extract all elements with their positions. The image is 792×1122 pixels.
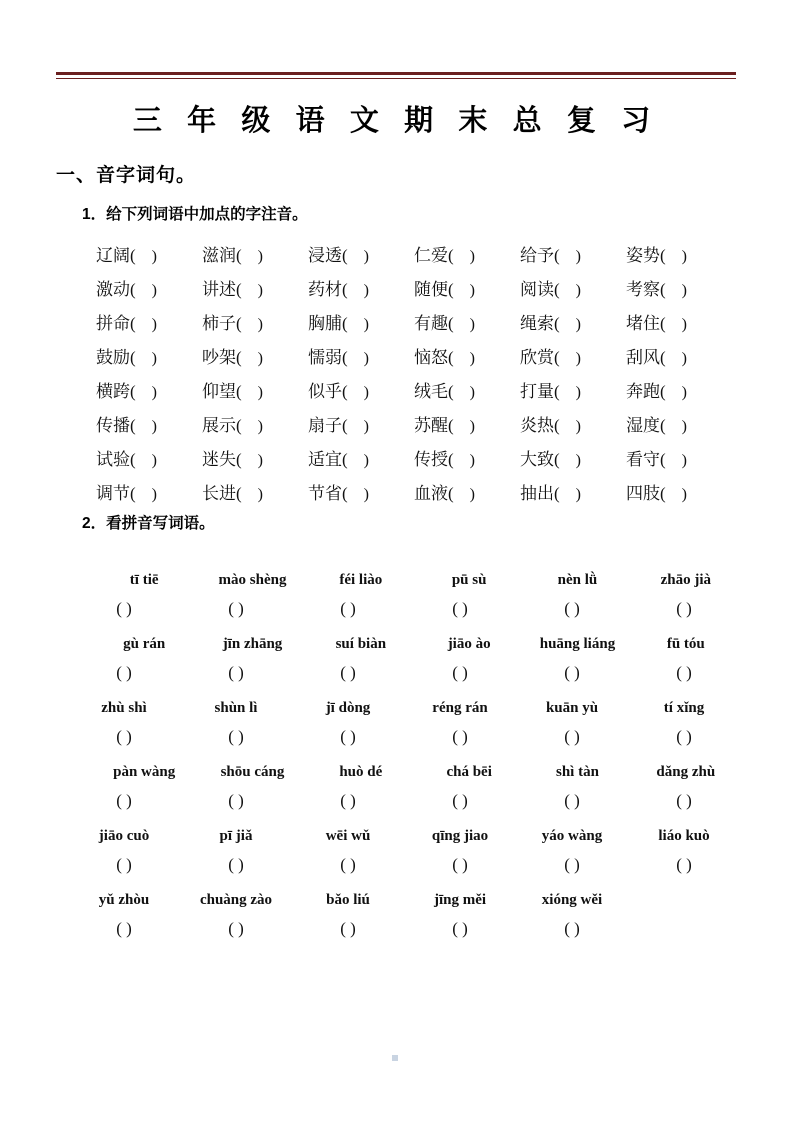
word-text: 绒毛( [414, 381, 454, 401]
answer-blank[interactable]: ( ) [340, 919, 356, 938]
pinyin-word: gù rán [123, 635, 166, 652]
answer-blank[interactable]: ) [347, 349, 373, 367]
word-item [96, 343, 202, 368]
answer-blank[interactable]: ) [559, 485, 585, 503]
word-注音-grid [96, 236, 736, 508]
word-text: 血液( [414, 483, 454, 503]
word-text: 仁爱( [414, 245, 454, 265]
word-text: 堵住( [626, 313, 666, 333]
word-item [414, 411, 520, 436]
answer-blank[interactable]: ) [241, 349, 267, 367]
word-text: 药材( [308, 279, 348, 299]
answer-blank[interactable]: ) [453, 315, 479, 333]
pinyin-word: huāng liáng [539, 635, 616, 652]
word-text: 迷失( [202, 449, 242, 469]
answer-blank[interactable]: ) [347, 485, 373, 503]
pinyin-word: nèn lǜ [557, 571, 598, 588]
word-text: 长进( [202, 483, 242, 503]
word-text: 似乎( [308, 381, 348, 401]
pinyin-block [68, 886, 740, 944]
answer-blank-line [68, 914, 740, 944]
word-item [626, 411, 732, 436]
word-item [520, 309, 626, 334]
answer-blank[interactable]: ) [453, 349, 479, 367]
answer-blank[interactable]: ( ) [564, 919, 580, 938]
word-text: 横跨( [96, 381, 136, 401]
answer-blank[interactable]: ( ) [228, 663, 244, 682]
word-item [202, 309, 308, 334]
answer-blank[interactable]: ) [665, 383, 691, 401]
answer-blank[interactable]: ( ) [340, 599, 356, 618]
word-item [202, 241, 308, 266]
pinyin-word: jiāo cuò [98, 827, 150, 844]
answer-blank[interactable]: ( ) [228, 791, 244, 810]
word-text: 恼怒( [414, 347, 454, 367]
page-title: 三 年 级 语 文 期 末 总 复 习 [132, 105, 660, 137]
answer-blank-line [68, 786, 740, 816]
word-text: 刮风( [626, 347, 666, 367]
answer-blank[interactable]: ( ) [676, 599, 692, 618]
answer-blank[interactable]: ) [347, 451, 373, 469]
word-text: 展示( [202, 415, 242, 435]
word-text: 激动( [96, 279, 136, 299]
word-item [96, 377, 202, 402]
pinyin-word: pū sù [451, 571, 487, 588]
word-item [308, 377, 414, 402]
pinyin-word: yǔ zhòu [98, 891, 150, 908]
word-row [96, 474, 736, 508]
answer-blank[interactable]: ( ) [676, 855, 692, 874]
pinyin-word: suí biàn [335, 635, 387, 652]
word-item [626, 309, 732, 334]
answer-blank[interactable]: ( ) [116, 919, 132, 938]
pinyin-block [68, 566, 740, 624]
word-item [414, 241, 520, 266]
pinyin-block [68, 694, 740, 752]
word-item [96, 275, 202, 300]
answer-blank[interactable]: ( ) [564, 663, 580, 682]
word-text: 试验( [96, 449, 136, 469]
pinyin-word: jī dòng [325, 699, 371, 716]
task-heading-2: 2．看拼音写词语。 [82, 515, 215, 532]
answer-blank[interactable]: ) [135, 485, 161, 503]
answer-blank[interactable]: ( ) [676, 663, 692, 682]
answer-blank-line [68, 594, 740, 624]
answer-blank[interactable]: ) [241, 417, 267, 435]
word-item [96, 479, 202, 504]
word-text: 打量( [520, 381, 560, 401]
answer-blank[interactable]: ) [135, 315, 161, 333]
answer-blank[interactable]: ) [135, 281, 161, 299]
answer-blank[interactable]: ( ) [116, 791, 132, 810]
answer-blank[interactable]: ) [347, 417, 373, 435]
answer-blank[interactable]: ) [559, 315, 585, 333]
answer-blank[interactable]: ) [665, 315, 691, 333]
answer-blank[interactable]: ( ) [228, 727, 244, 746]
word-text: 柿子( [202, 313, 242, 333]
word-item [414, 445, 520, 470]
answer-blank[interactable]: ) [453, 281, 479, 299]
answer-blank[interactable]: ) [241, 451, 267, 469]
answer-blank[interactable]: ( ) [452, 919, 468, 938]
word-row [96, 236, 736, 270]
answer-blank[interactable]: ) [347, 383, 373, 401]
answer-blank[interactable]: ) [453, 451, 479, 469]
pinyin-word: bǎo liú [326, 891, 370, 908]
word-row [96, 270, 736, 304]
word-text: 看守( [626, 449, 666, 469]
answer-blank[interactable]: ( ) [564, 599, 580, 618]
word-text: 奔跑( [626, 381, 666, 401]
answer-blank[interactable]: ) [453, 383, 479, 401]
word-text: 湿度( [626, 415, 666, 435]
answer-blank[interactable]: ( ) [452, 599, 468, 618]
word-item [626, 479, 732, 504]
answer-blank[interactable]: ( ) [340, 663, 356, 682]
answer-blank[interactable]: ) [135, 247, 161, 265]
word-item [626, 343, 732, 368]
word-text: 炎热( [520, 415, 560, 435]
answer-blank[interactable]: ) [559, 417, 585, 435]
word-text: 苏醒( [414, 415, 454, 435]
word-item [202, 479, 308, 504]
word-text: 鼓励( [96, 347, 136, 367]
pinyin-word: yáo wàng [541, 827, 603, 844]
answer-blank[interactable]: ( ) [116, 855, 132, 874]
pinyin-word: chá bēi [446, 763, 492, 780]
answer-blank[interactable]: ( ) [116, 663, 132, 682]
answer-blank[interactable]: ) [241, 315, 267, 333]
word-item [520, 445, 626, 470]
pinyin-word: mào shèng [218, 571, 287, 588]
pinyin-word: fū tóu [666, 635, 705, 652]
answer-blank[interactable]: ) [665, 281, 691, 299]
answer-blank-line [68, 658, 740, 688]
answer-blank[interactable]: ) [241, 383, 267, 401]
word-item [626, 241, 732, 266]
word-item [308, 479, 414, 504]
word-item [202, 377, 308, 402]
word-text: 姿势( [626, 245, 666, 265]
word-text: 随便( [414, 279, 454, 299]
word-text: 胸脯( [308, 313, 348, 333]
task-heading-1: 1．给下列词语中加点的字注音。 [82, 206, 308, 223]
pinyin-word: jiāo ào [447, 635, 491, 652]
word-text: 四肢( [626, 483, 666, 503]
pinyin-word: wēi wǔ [325, 827, 371, 844]
answer-blank[interactable]: ( ) [228, 855, 244, 874]
answer-blank[interactable]: ( ) [340, 791, 356, 810]
answer-blank[interactable]: ( ) [564, 855, 580, 874]
answer-blank[interactable]: ) [665, 451, 691, 469]
answer-blank[interactable]: ( ) [452, 855, 468, 874]
pinyin-word: jīng měi [433, 891, 487, 908]
word-item [96, 445, 202, 470]
answer-blank-line [68, 850, 740, 880]
word-text: 绳索( [520, 313, 560, 333]
word-item [202, 411, 308, 436]
answer-blank[interactable]: ) [559, 349, 585, 367]
word-text: 适宜( [308, 449, 348, 469]
answer-blank[interactable]: ( ) [564, 791, 580, 810]
word-text: 吵架( [202, 347, 242, 367]
answer-blank[interactable]: ( ) [452, 663, 468, 682]
pinyin-block [68, 822, 740, 880]
word-item [96, 241, 202, 266]
word-text: 有趣( [414, 313, 454, 333]
word-item [626, 445, 732, 470]
word-item [308, 275, 414, 300]
word-item [202, 343, 308, 368]
word-item [308, 411, 414, 436]
answer-blank[interactable]: ) [665, 417, 691, 435]
answer-blank[interactable]: ( ) [452, 791, 468, 810]
answer-blank[interactable]: ) [135, 451, 161, 469]
answer-blank[interactable]: ( ) [228, 599, 244, 618]
answer-blank[interactable]: ) [559, 247, 585, 265]
pinyin-word: tí xǐng [663, 699, 705, 716]
word-item [96, 309, 202, 334]
answer-blank-line [68, 722, 740, 752]
pinyin-word: huò dé [339, 763, 383, 780]
answer-blank[interactable]: ) [453, 417, 479, 435]
pinyin-word: kuān yù [545, 699, 599, 716]
word-text: 懦弱( [308, 347, 348, 367]
pinyin-block [68, 630, 740, 688]
answer-blank[interactable]: ) [453, 485, 479, 503]
footer-mark [392, 1055, 398, 1061]
word-text: 考察( [626, 279, 666, 299]
answer-blank[interactable]: ( ) [116, 599, 132, 618]
word-text: 节省( [308, 483, 348, 503]
word-item [308, 309, 414, 334]
word-text: 抽出( [520, 483, 560, 503]
pinyin-line [68, 630, 740, 658]
word-item [414, 275, 520, 300]
answer-blank[interactable]: ) [241, 485, 267, 503]
answer-blank[interactable]: ( ) [340, 855, 356, 874]
word-row [96, 338, 736, 372]
pinyin-word: féi liào [339, 571, 383, 588]
section-heading-1: 一、音字词句。 [56, 165, 197, 186]
answer-blank[interactable]: ( ) [452, 727, 468, 746]
word-text: 传授( [414, 449, 454, 469]
word-text: 扇子( [308, 415, 348, 435]
answer-blank[interactable]: ) [241, 281, 267, 299]
word-item [626, 377, 732, 402]
answer-blank[interactable]: ( ) [228, 919, 244, 938]
word-item [520, 479, 626, 504]
pinyin-word: zhāo jià [660, 571, 712, 588]
answer-blank[interactable]: ( ) [676, 791, 692, 810]
pinyin-word: liáo kuò [658, 827, 710, 844]
answer-blank[interactable]: ( ) [676, 727, 692, 746]
pinyin-word: dǎng zhù [656, 763, 716, 780]
pinyin-word: chuàng zào [199, 891, 273, 908]
word-text: 拼命( [96, 313, 136, 333]
word-text: 大致( [520, 449, 560, 469]
pinyin-word: shùn lì [214, 699, 258, 716]
word-item [202, 275, 308, 300]
answer-blank[interactable]: ) [347, 315, 373, 333]
word-text: 给予( [520, 245, 560, 265]
word-row [96, 440, 736, 474]
word-item [520, 275, 626, 300]
answer-blank[interactable]: ) [241, 247, 267, 265]
answer-blank[interactable]: ) [135, 417, 161, 435]
word-text: 阅读( [520, 279, 560, 299]
word-item [626, 275, 732, 300]
pinyin-word: jīn zhāng [222, 635, 283, 652]
word-text: 欣赏( [520, 347, 560, 367]
word-text: 滋润( [202, 245, 242, 265]
answer-blank[interactable]: ) [665, 485, 691, 503]
pinyin-writing-area [68, 566, 740, 950]
pinyin-word: shì tàn [556, 763, 599, 780]
answer-blank[interactable]: ) [559, 451, 585, 469]
pinyin-word: xióng wěi [541, 891, 603, 908]
pinyin-word: zhù shì [101, 699, 147, 716]
pinyin-line [68, 758, 740, 786]
pinyin-word: réng rán [432, 699, 488, 716]
answer-blank[interactable]: ) [665, 247, 691, 265]
word-item [202, 445, 308, 470]
answer-blank[interactable]: ( ) [116, 727, 132, 746]
word-item [308, 343, 414, 368]
word-text: 调节( [96, 483, 136, 503]
pinyin-word: pī jiǎ [219, 827, 253, 844]
answer-blank[interactable]: ) [347, 281, 373, 299]
word-item [414, 343, 520, 368]
word-text: 仰望( [202, 381, 242, 401]
answer-blank[interactable]: ) [453, 247, 479, 265]
answer-blank[interactable]: ) [559, 383, 585, 401]
pinyin-line [68, 694, 740, 722]
pinyin-word: pàn wàng [113, 763, 176, 780]
word-item [520, 343, 626, 368]
pinyin-word: tī tiē [129, 571, 159, 588]
word-row [96, 372, 736, 406]
pinyin-line [68, 566, 740, 594]
word-text: 浸透( [308, 245, 348, 265]
pinyin-word: qīng jiao [431, 827, 489, 844]
header-divider [56, 72, 736, 79]
word-item [96, 411, 202, 436]
word-row [96, 304, 736, 338]
word-item [414, 479, 520, 504]
answer-blank[interactable]: ) [665, 349, 691, 367]
answer-blank[interactable]: ( ) [564, 727, 580, 746]
word-item [414, 309, 520, 334]
word-text: 讲述( [202, 279, 242, 299]
answer-blank[interactable]: ) [347, 247, 373, 265]
word-text: 传播( [96, 415, 136, 435]
word-item [520, 377, 626, 402]
pinyin-line [68, 822, 740, 850]
word-item [520, 411, 626, 436]
answer-blank[interactable]: ) [559, 281, 585, 299]
pinyin-line [68, 886, 740, 914]
word-item [414, 377, 520, 402]
answer-blank[interactable]: ( ) [340, 727, 356, 746]
answer-blank[interactable]: ) [135, 383, 161, 401]
word-item [308, 445, 414, 470]
answer-blank[interactable]: ) [135, 349, 161, 367]
pinyin-word: shōu cáng [220, 763, 285, 780]
word-item [520, 241, 626, 266]
word-item [308, 241, 414, 266]
word-text: 辽阔( [96, 245, 136, 265]
word-row [96, 406, 736, 440]
pinyin-block [68, 758, 740, 816]
